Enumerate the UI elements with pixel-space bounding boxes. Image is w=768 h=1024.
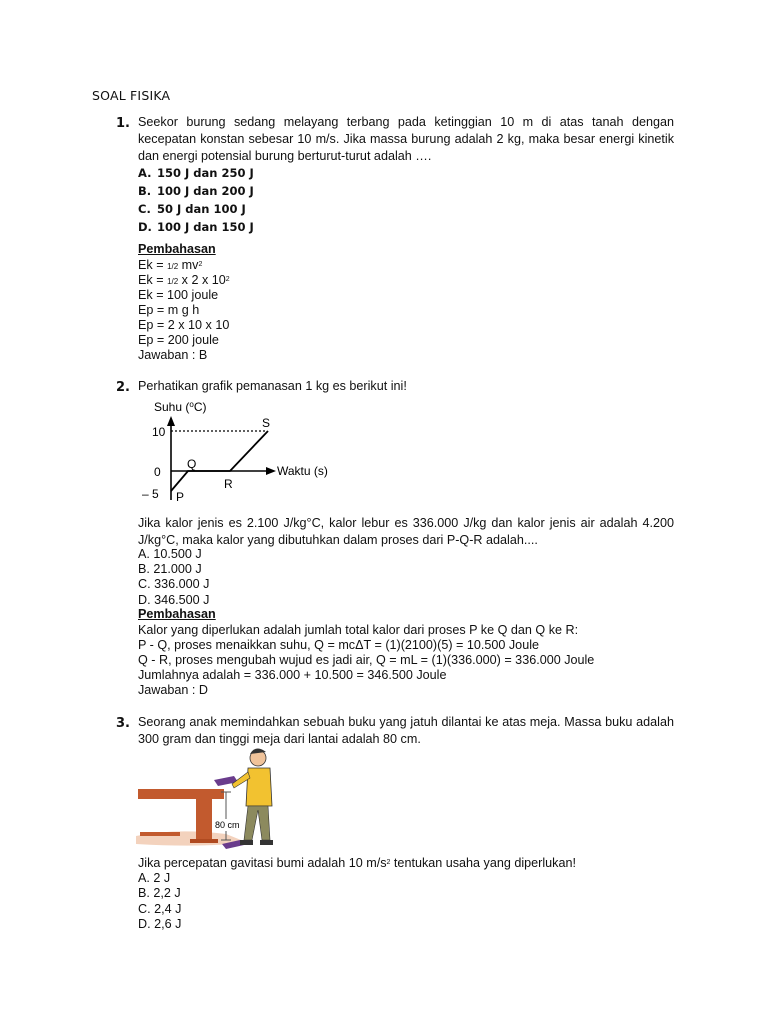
q1-solution-line: Ek = 100 joule (138, 288, 219, 302)
q1-option-a (138, 166, 254, 180)
q3-option-d: D. 2,6 J (138, 917, 182, 931)
q1-option-letter: A. (138, 166, 152, 180)
boy-shirt (246, 768, 272, 806)
graph-y-axis-label: Suhu ($^o$C) (154, 400, 207, 414)
q1-ek-exponent: 2 (198, 261, 203, 268)
graph-y-tick: – 5 (142, 487, 159, 501)
boy-pants (244, 806, 270, 840)
q1-option-text: 100 J dan 150 J (157, 220, 254, 234)
q2-option-b: B. 21.000 J (138, 562, 202, 576)
q1-option-letter: B. (138, 184, 152, 198)
q1-solution-line (138, 258, 202, 274)
q2-option-d: D. 346.500 J (138, 593, 210, 607)
q3-option-c: C. 2,4 J (138, 902, 182, 916)
graph-y-tick: 0 (154, 465, 161, 479)
question-3-number: 3. (116, 716, 130, 731)
q3-prompt-text: tentukan usaha yang diperlukan! (390, 856, 576, 870)
floor-book-strip (140, 832, 180, 836)
q1-option-b (138, 184, 254, 198)
boy-shoe (260, 840, 273, 845)
q1-answer: Jawaban : B (138, 348, 208, 362)
q1-ek-fraction: 1/2 (167, 262, 179, 271)
q1-ek-prefix: Ek = (138, 273, 168, 287)
q1-ek-fraction: 1/2 (167, 277, 179, 286)
q1-ek-formula: mv (178, 258, 199, 272)
height-label: 80 cm (215, 820, 240, 830)
document-title: SOAL FISIKA (92, 88, 171, 103)
graph-x-axis-label: Waktu (s) (277, 464, 328, 478)
question-3-text: Seorang anak memindahkan sebuah buku yang jatuh dilantai ke atas meja. Massa buku adalah 300 gram dan tinggi meja dari lantai adalah 80 cm. (138, 715, 674, 746)
q1-ek-formula: x 2 x 10 (178, 273, 226, 287)
graph-point-label: S (262, 416, 271, 430)
q1-solution-line (138, 273, 230, 289)
q3-option-b: B. 2,2 J (138, 886, 181, 900)
q1-solution-line: Ep = 2 x 10 x 10 (138, 318, 230, 332)
q2-option-c: C. 336.000 J (138, 577, 210, 591)
q1-pembahasan-heading: Pembahasan (138, 242, 216, 256)
graph-y-tick: 10 (152, 425, 166, 439)
question-2-number: 2. (116, 380, 130, 395)
question-1-text: Seekor burung sedang melayang terbang pada ketinggian 10 m di atas tanah dengan kecepatan konstan sebesar 10 m/s. Jika massa burung adalah 2 kg, maka besar energi kinetik dan energi potensial burung berturut-turut adalah …. (138, 115, 674, 163)
q1-option-letter: D. (138, 220, 152, 234)
graph-point-label: P (176, 490, 185, 504)
book-lifting-illustration (136, 744, 286, 852)
q3-prompt-text: Jika percepatan gavitasi bumi adalah 10 m/s (138, 856, 387, 870)
q1-solution-line: Ep = 200 joule (138, 333, 219, 347)
q1-ek-exponent: 2 (225, 276, 230, 283)
q2-answer: Jawaban : D (138, 683, 209, 697)
q1-option-text: 150 J dan 250 J (157, 166, 254, 180)
q1-option-text: 50 J dan 100 J (157, 202, 246, 216)
table-leg (196, 799, 212, 843)
question-2-intro: Perhatikan grafik pemanasan 1 kg es berikut ini! (138, 379, 407, 393)
q2-solution-line: Q - R, proses mengubah wujud es jadi air, Q = mL = (1)(336.000) = 336.000 Joule (138, 653, 595, 667)
table-top (138, 789, 224, 799)
graph-point-label: R (224, 477, 233, 491)
question-1-number: 1. (116, 116, 130, 131)
q1-ek-prefix: Ek = (138, 258, 168, 272)
q2-solution-line: Kalor yang diperlukan adalah jumlah total kalor dari proses P ke Q dan Q ke R: (138, 623, 579, 637)
graph-temperature-line (171, 431, 268, 491)
q1-option-letter: C. (138, 202, 151, 216)
q3-option-a: A. 2 J (138, 871, 171, 885)
q2-option-a: A. 10.500 J (138, 547, 202, 561)
q2-pembahasan-heading: Pembahasan (138, 607, 216, 621)
question-3-prompt (138, 856, 576, 871)
heating-graph (140, 394, 350, 506)
q2-solution-line: P - Q, proses menaikkan suhu, Q = mcΔT = (1)(2100)(5) = 10.500 Joule (138, 638, 539, 652)
q1-option-text: 100 J dan 200 J (157, 184, 254, 198)
graph-point-label: Q (187, 457, 197, 471)
graph-x-axis-arrow (266, 467, 276, 475)
graph-y-axis-arrow (167, 416, 175, 426)
q3-prompt-exponent: 2 (386, 859, 391, 866)
q2-solution-line: Jumlahnya adalah = 336.000 + 10.500 = 346.500 Joule (138, 668, 447, 682)
q1-solution-line: Ep = m g h (138, 303, 200, 317)
question-2-text: Jika kalor jenis es 2.100 J/kg°C, kalor lebur es 336.000 J/kg dan kalor jenis air adalah 4.200 J/kg°C, maka kalor yang dibutuhkan dalam proses dari P-Q-R adalah.... (138, 516, 674, 547)
table-foot (190, 839, 218, 843)
q1-option-c (138, 202, 246, 216)
q1-option-d (138, 220, 254, 234)
boy-shoe (240, 840, 253, 845)
